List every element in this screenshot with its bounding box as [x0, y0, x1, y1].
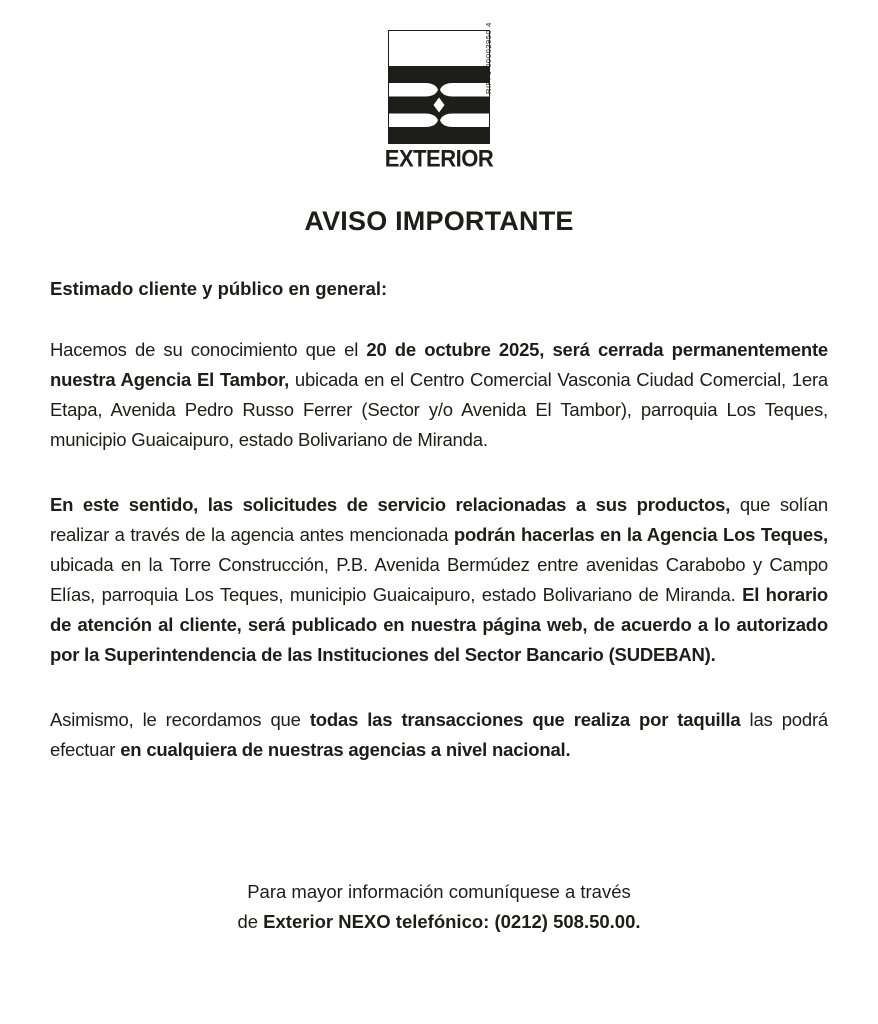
page-title: AVISO IMPORTANTE [304, 206, 574, 236]
paragraph-service-relocation: En este sentido, las solicitudes de servicio relacionadas a sus productos, que solían realizar a través de la agencia antes mencionada podrán hacerlas en la Agencia Los Teques, ubicada en la Torre Construcción, P.B. Avenida Bermúdez entre avenidas Carabobo y Campo Elías, parroquia Los Teques, municipio Guaicaipuro, estado Bolivariano de Miranda. El horario de atención al cliente, será publicado en nuestra página web, de acuerdo a lo autorizado por la Superintendencia de las Instituciones del Sector Bancario (SUDEBAN). [50, 494, 828, 665]
logo-wordmark: EXTERIOR [384, 144, 494, 172]
contact-line-2: de Exterior NEXO telefónico: (0212) 508.50.00. [237, 911, 641, 932]
contact-footer [50, 877, 828, 937]
paragraph-agency-closure: Hacemos de su conocimiento que el 20 de octubre 2025, será cerrada permanentemente nuestra Agencia El Tambor, ubicada en el Centro Comercial Vasconia Ciudad Comercial, 1era Etapa, Avenida Pedro Russo Ferrer (Sector y/o Avenida El Tambor), parroquia Los Teques, municipio Guaicaipuro, estado Bolivariano de Miranda. [50, 339, 828, 450]
exterior-logo [0, 22, 878, 172]
rif-vertical-text: RIF: J 00002950 4 [484, 22, 493, 94]
salutation: Estimado cliente y público en general: [50, 278, 388, 299]
notice-body [50, 278, 828, 937]
logo-square [388, 22, 493, 143]
be-monogram-icon [388, 66, 490, 144]
paragraph-transactions: Asimismo, le recordamos que todas las transacciones que realiza por taquilla las podrá efectuar en cualquiera de nuestras agencias a nivel nacional. [50, 709, 829, 760]
contact-line-1: Para mayor información comuníquese a través [247, 881, 631, 902]
